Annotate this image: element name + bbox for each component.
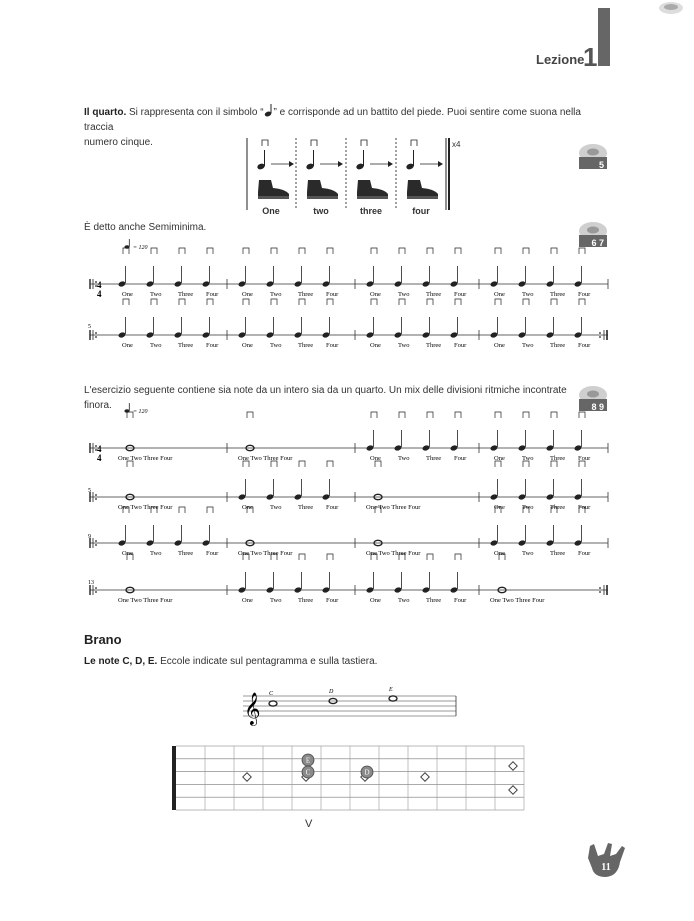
quarter-note — [490, 539, 498, 546]
quarter-note — [450, 444, 458, 451]
lesson-header — [520, 42, 602, 74]
measure — [238, 461, 339, 511]
downstroke-icon — [399, 299, 405, 305]
quarter-note — [366, 331, 374, 338]
fret-note-label: E — [305, 756, 311, 765]
count-label: Three — [550, 504, 566, 511]
downstroke-icon — [207, 299, 213, 305]
beat-group-1 — [257, 140, 294, 199]
measure — [238, 507, 293, 557]
fret-note-label: C — [305, 768, 311, 777]
tempo-text: = 120 — [133, 245, 148, 251]
quarter-note — [118, 539, 126, 546]
rhythm-exercise-2 — [80, 400, 614, 612]
quarter-note — [146, 539, 154, 546]
quarter-note — [322, 280, 330, 287]
count-label: Two — [270, 291, 282, 298]
measure — [238, 248, 339, 298]
quarter-note — [366, 444, 374, 451]
measure-number: 5 — [88, 324, 91, 330]
count-label: Four — [206, 342, 219, 349]
downstroke-icon — [551, 248, 557, 254]
count-label: Four — [326, 342, 339, 349]
downstroke-icon — [579, 299, 585, 305]
downstroke-icon — [327, 299, 333, 305]
boot-icon — [357, 180, 388, 198]
exercise-text: L'esercizio seguente contiene sia note da un intero sia da un quarto. Un mix delle divisioni ritmiche incontrate finora. — [84, 385, 567, 411]
quarter-note — [266, 331, 274, 338]
quarter-note — [202, 539, 210, 546]
downstroke-icon — [311, 140, 317, 146]
count-label: One — [370, 455, 381, 462]
downstroke-icon — [179, 507, 185, 513]
measure — [118, 248, 219, 298]
track-badge-number: 5 — [598, 160, 604, 170]
count-label: One — [494, 455, 505, 462]
count-label: Three — [298, 342, 314, 349]
count-label: Two — [150, 550, 162, 557]
count-label: Three — [178, 342, 194, 349]
quarter-note — [490, 493, 498, 500]
count-label: One — [370, 342, 381, 349]
quarter-note — [518, 539, 526, 546]
count-label: Two — [522, 455, 534, 462]
quarter-note — [546, 539, 554, 546]
time-signature-top: 4 — [97, 280, 102, 290]
staff-note-c — [269, 691, 277, 706]
measure — [118, 554, 173, 604]
quarter-note — [322, 331, 330, 338]
count-label: One — [494, 291, 505, 298]
count-label: Two — [522, 342, 534, 349]
count-label: Three — [550, 550, 566, 557]
quarter-note — [518, 444, 526, 451]
measure-number: 9 — [88, 534, 91, 540]
quarter-note — [394, 331, 402, 338]
count-label: Four — [454, 597, 467, 604]
brano-notes-text: Eccole indicate sul pentagramma e sulla tastiera. — [160, 656, 378, 667]
downstroke-icon — [523, 248, 529, 254]
fret-note-d — [361, 766, 373, 778]
quarter-note — [266, 280, 274, 287]
measure — [118, 507, 219, 557]
quarter-note — [366, 586, 374, 593]
treble-clef-icon: 𝄞 — [244, 694, 261, 725]
downstroke-icon — [427, 248, 433, 254]
measure — [366, 461, 421, 511]
quarter-note — [238, 586, 246, 593]
quarter-note — [574, 539, 582, 546]
count-label: Four — [454, 342, 467, 349]
downstroke-icon — [327, 461, 333, 467]
quarter-note — [146, 280, 154, 287]
quarter-note — [238, 331, 246, 338]
rhythm-staff-line — [90, 554, 608, 604]
count-label: Four — [326, 291, 339, 298]
track-badge-number: 8 9 — [591, 402, 604, 412]
count-label: Three — [298, 504, 314, 511]
downstroke-icon — [271, 248, 277, 254]
intro-text-b: ” e corrisponde ad un battito del piede. Puoi sentire come suona nella traccia — [84, 107, 581, 133]
downstroke-icon — [411, 140, 417, 146]
boot-icon — [258, 180, 289, 198]
fret-marker-3 — [243, 773, 251, 781]
time-signature-bottom: 4 — [97, 453, 102, 463]
page-number: 11 — [601, 862, 611, 873]
count-label: One Two Three Four — [238, 550, 293, 557]
downstroke-icon — [523, 299, 529, 305]
count-label: One — [242, 597, 253, 604]
downstroke-icon — [455, 554, 461, 560]
quarter-note — [518, 331, 526, 338]
intro-text-c: numero cinque. — [84, 137, 153, 148]
measure — [118, 412, 173, 462]
quarter-note — [546, 444, 554, 451]
count-label: Four — [578, 342, 591, 349]
count-label: Four — [206, 291, 219, 298]
beat-group-4 — [406, 140, 443, 199]
quarter-note — [450, 331, 458, 338]
quarter-note — [518, 280, 526, 287]
downstroke-icon — [455, 412, 461, 418]
quarter-note — [574, 331, 582, 338]
count-label: Three — [178, 291, 194, 298]
rhythm-staff-line — [90, 461, 608, 511]
measure — [118, 299, 219, 349]
count-label: Three — [426, 455, 442, 462]
fret-marker-12 — [509, 762, 517, 794]
downstroke-icon — [579, 248, 585, 254]
count-label: Four — [454, 291, 467, 298]
downstroke-icon — [243, 299, 249, 305]
quarter-note — [422, 331, 430, 338]
count-label: Four — [578, 455, 591, 462]
brano-notes-title: Le note C, D, E. — [84, 656, 158, 667]
downstroke-icon — [427, 299, 433, 305]
quarter-note — [294, 331, 302, 338]
downstroke-icon — [455, 299, 461, 305]
fret-position-marker: V — [305, 818, 313, 830]
downstroke-icon — [551, 412, 557, 418]
count-label: Four — [578, 550, 591, 557]
quarter-note — [146, 331, 154, 338]
quarter-note — [174, 539, 182, 546]
rhythm-exercise-1 — [80, 236, 614, 356]
quarter-note — [294, 493, 302, 500]
measure — [490, 554, 545, 604]
rhythm-staff-line — [90, 507, 608, 557]
quarter-note — [518, 493, 526, 500]
quarter-note — [322, 493, 330, 500]
quarter-note — [546, 493, 554, 500]
rhythm-staff-line — [90, 248, 608, 298]
measure — [366, 507, 421, 557]
quarter-note — [174, 280, 182, 287]
rhythm-staff-line — [90, 299, 608, 349]
downstroke-icon — [123, 248, 129, 254]
downstroke-icon — [371, 248, 377, 254]
count-label: Two — [398, 291, 410, 298]
downstroke-icon — [247, 412, 253, 418]
beat-group-2 — [306, 140, 343, 199]
measure-number: 5 — [88, 488, 91, 494]
measure — [490, 248, 591, 298]
measure — [118, 461, 173, 511]
fret-note-label: D — [364, 768, 370, 777]
downstroke-icon — [123, 299, 129, 305]
tempo-marking — [124, 403, 147, 415]
count-label: Four — [454, 455, 467, 462]
brano-heading: Brano — [84, 632, 122, 647]
downstroke-icon — [495, 248, 501, 254]
downstroke-icon — [399, 412, 405, 418]
measure — [490, 507, 591, 557]
count-label: Four — [326, 504, 339, 511]
measure — [238, 554, 339, 604]
count-label: One Two Three Four — [118, 504, 173, 511]
measure — [238, 412, 293, 462]
count-label: Three — [298, 597, 314, 604]
fretboard-diagram — [172, 744, 528, 814]
downstroke-icon — [455, 248, 461, 254]
quarter-note — [118, 280, 126, 287]
quarter-note — [422, 280, 430, 287]
count-label: Two — [398, 455, 410, 462]
downstroke-icon — [551, 299, 557, 305]
arrow-icon — [289, 161, 294, 167]
downstroke-icon — [371, 299, 377, 305]
downstroke-icon — [327, 554, 333, 560]
repeat-marker: x4 — [452, 140, 461, 149]
count-label: Three — [550, 342, 566, 349]
count-label: Three — [298, 291, 314, 298]
quarter-note — [202, 280, 210, 287]
count-label: One Two Three Four — [118, 455, 173, 462]
count-label: One — [242, 291, 253, 298]
quarter-note — [366, 280, 374, 287]
count-label: One — [370, 291, 381, 298]
fret-note-c — [302, 766, 314, 778]
downstroke-icon — [207, 248, 213, 254]
quarter-note — [238, 280, 246, 287]
count-label: Three — [550, 455, 566, 462]
quarter-note — [422, 586, 430, 593]
downstroke-icon — [151, 248, 157, 254]
quarter-note — [490, 280, 498, 287]
staff-note-label: C — [269, 691, 274, 697]
beat-label-3: three — [359, 206, 382, 216]
count-label: Four — [578, 504, 591, 511]
count-label: Two — [522, 291, 534, 298]
rock-hand-icon — [584, 840, 628, 880]
lesson-number: 1 — [583, 42, 598, 72]
decorative-corner-icon — [656, 0, 686, 20]
tempo-text: = 120 — [133, 409, 148, 415]
quarter-note — [174, 331, 182, 338]
count-label: Two — [398, 342, 410, 349]
count-label: Three — [178, 550, 194, 557]
notes-staff — [238, 686, 460, 726]
beat-label-2: two — [313, 206, 329, 216]
count-label: Two — [150, 342, 162, 349]
quarter-note — [394, 586, 402, 593]
quarter-note — [546, 280, 554, 287]
downstroke-icon — [371, 412, 377, 418]
beat-label-4: four — [412, 206, 430, 216]
count-label: Four — [206, 550, 219, 557]
staff-note-label: D — [329, 689, 334, 695]
count-label: One — [122, 342, 133, 349]
quarter-note — [422, 444, 430, 451]
quarter-note — [322, 586, 330, 593]
boot-icon — [407, 180, 438, 198]
downstroke-icon — [495, 412, 501, 418]
count-label: Two — [398, 597, 410, 604]
count-label: Three — [426, 597, 442, 604]
downstroke-icon — [299, 554, 305, 560]
quarter-note — [238, 493, 246, 500]
quarter-note — [546, 331, 554, 338]
track-badge-5 — [578, 142, 608, 170]
downstroke-icon — [399, 248, 405, 254]
staff-note-e — [388, 687, 397, 701]
downstroke-icon — [262, 140, 268, 146]
beat-group-3 — [356, 140, 393, 199]
downstroke-icon — [299, 461, 305, 467]
count-label: Two — [150, 291, 162, 298]
downstroke-icon — [207, 507, 213, 513]
downstroke-icon — [299, 248, 305, 254]
count-label: Four — [326, 597, 339, 604]
count-label: One Two Three Four — [366, 504, 421, 511]
quarter-note-icon — [264, 104, 274, 117]
tempo-marking — [124, 239, 147, 251]
quarter-note — [450, 586, 458, 593]
arrow-icon — [388, 161, 393, 167]
quarter-note — [490, 444, 498, 451]
lesson-label: Lezione — [536, 52, 585, 67]
downstroke-icon — [151, 299, 157, 305]
beat-diagram — [238, 136, 464, 216]
count-label: Three — [550, 291, 566, 298]
downstroke-icon — [523, 412, 529, 418]
arrow-icon — [338, 161, 343, 167]
count-label: One Two Three Four — [490, 597, 545, 604]
downstroke-icon — [427, 412, 433, 418]
quarter-note — [394, 280, 402, 287]
track-badge-number: 6 7 — [591, 238, 604, 248]
downstroke-icon — [299, 299, 305, 305]
time-signature-top: 4 — [97, 444, 102, 454]
measure — [238, 299, 339, 349]
measure — [366, 412, 467, 462]
time-signature-bottom: 4 — [97, 289, 102, 299]
intro-title: Il quarto. — [84, 107, 127, 118]
count-label: Three — [426, 291, 442, 298]
measure — [366, 554, 467, 604]
downstroke-icon — [327, 248, 333, 254]
count-label: Four — [578, 291, 591, 298]
quarter-note — [574, 280, 582, 287]
beat-label-1: One — [262, 206, 280, 216]
count-label: Three — [426, 342, 442, 349]
quarter-note — [294, 280, 302, 287]
boot-icon — [307, 180, 338, 198]
count-label: Two — [270, 342, 282, 349]
count-label: Two — [270, 504, 282, 511]
intro-text-a: Si rappresenta con il simbolo “ — [129, 107, 264, 118]
count-label: One — [242, 342, 253, 349]
quarter-note — [574, 444, 582, 451]
measure — [490, 412, 591, 462]
count-label: One — [494, 342, 505, 349]
count-label: One — [370, 597, 381, 604]
downstroke-icon — [361, 140, 367, 146]
measure — [366, 248, 467, 298]
measure-number: 13 — [88, 580, 94, 586]
quarter-note — [450, 280, 458, 287]
downstroke-icon — [427, 554, 433, 560]
count-label: One — [494, 504, 505, 511]
rhythm-staff-line — [90, 412, 608, 462]
quarter-note — [294, 586, 302, 593]
measure — [366, 299, 467, 349]
downstroke-icon — [495, 299, 501, 305]
count-label: Two — [522, 504, 534, 511]
downstroke-icon — [179, 248, 185, 254]
count-label: Two — [270, 597, 282, 604]
quarter-note — [118, 331, 126, 338]
count-label: One Two Three Four — [238, 455, 293, 462]
measure — [490, 461, 591, 511]
quarter-note — [574, 493, 582, 500]
semiminima-text: È detto anche Semiminima. — [84, 222, 207, 233]
count-label: One Two Three Four — [366, 550, 421, 557]
fret-marker-9 — [421, 773, 429, 781]
measure — [490, 299, 591, 349]
quarter-note — [490, 331, 498, 338]
count-label: One — [242, 504, 253, 511]
staff-note-label: E — [389, 687, 393, 693]
brano-paragraph — [84, 654, 377, 669]
lesson-tab-bar — [598, 8, 610, 66]
downstroke-icon — [271, 299, 277, 305]
downstroke-icon — [579, 412, 585, 418]
count-label: One — [122, 550, 133, 557]
count-label: One — [122, 291, 133, 298]
quarter-note — [394, 444, 402, 451]
quarter-note — [266, 586, 274, 593]
count-label: One — [494, 550, 505, 557]
fret-note-e — [302, 754, 314, 766]
arrow-icon — [438, 161, 443, 167]
downstroke-icon — [179, 299, 185, 305]
quarter-note — [266, 493, 274, 500]
quarter-note — [202, 331, 210, 338]
count-label: One Two Three Four — [118, 597, 173, 604]
count-label: Two — [522, 550, 534, 557]
downstroke-icon — [243, 248, 249, 254]
